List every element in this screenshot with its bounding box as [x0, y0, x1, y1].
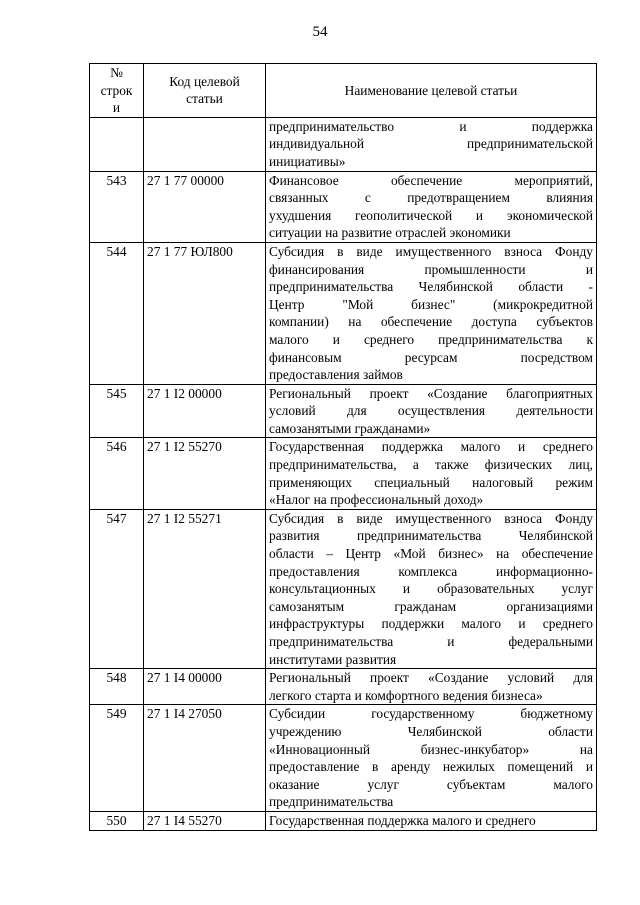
target-name-line: «Налог на профессиональный доход»: [269, 492, 484, 508]
row-number-cell: 549: [90, 705, 144, 812]
target-name-line: учреждению Челябинской области: [269, 723, 593, 739]
target-name-line: предоставления займов: [269, 367, 403, 383]
target-name-line: оказание услуг субъектам малого: [269, 776, 593, 792]
row-number-cell: 547: [90, 509, 144, 668]
table-row: [90, 384, 597, 438]
target-name-line: предоставление в аренду нежилых помещений и: [269, 759, 593, 775]
target-name-line: Субсидии государственному бюджетному: [269, 706, 593, 722]
target-name-line: предпринимательство и поддержка: [269, 118, 593, 134]
header-target-name: Наименование целевой статьи: [266, 64, 597, 118]
target-name-line: институтами развития: [269, 651, 397, 667]
table-row: [90, 242, 597, 384]
target-name-cell: [266, 705, 597, 812]
row-number-cell: 546: [90, 438, 144, 509]
header-target-code: [144, 64, 266, 118]
target-articles-table: [89, 63, 597, 831]
target-name-line: связанных с предотвращением влияния: [269, 190, 593, 206]
target-name-cell: [266, 384, 597, 438]
table-body: [90, 117, 597, 830]
target-code-cell: 27 1 I4 27050: [144, 705, 266, 812]
target-name-line: ухудшения геополитической и экономической: [269, 207, 593, 223]
target-name-line: малого и среднего предпринимательства к: [269, 331, 593, 347]
page-number: 54: [312, 24, 328, 40]
target-code-cell: 27 1 77 00000: [144, 171, 266, 242]
target-name-line: самозанятым гражданам организациями: [269, 598, 593, 614]
target-name-line: области – Центр «Мой бизнес» на обеспечение: [269, 546, 593, 562]
target-name-line: Государственная поддержка малого и среднего: [269, 439, 593, 455]
target-name-line: самозанятыми гражданами»: [269, 420, 431, 436]
target-name-line: предпринимательства, а также физических лиц,: [269, 457, 593, 473]
target-name-line: финансирования промышленности и: [269, 261, 593, 277]
target-name-line: Субсидия в виде имущественного взноса Фонду: [269, 243, 593, 259]
target-name-line: инициативы»: [269, 153, 346, 169]
target-name-line: финансовым ресурсам посредством: [269, 349, 593, 365]
target-name-cell: [266, 242, 597, 384]
row-number-cell: 550: [90, 811, 144, 830]
target-name-cell: [266, 171, 597, 242]
target-code-cell: 27 1 I2 55271: [144, 509, 266, 668]
header-row-number: [90, 64, 144, 118]
target-name-line: развития предпринимательства Челябинской: [269, 528, 593, 544]
target-name-line: предпринимательства: [269, 794, 394, 810]
row-number-cell: 543: [90, 171, 144, 242]
target-name-line: легкого старта и комфортного ведения бизнеса»: [269, 687, 543, 703]
table-row: [90, 171, 597, 242]
row-number-cell: 544: [90, 242, 144, 384]
header-row-number-line: строк: [100, 82, 133, 98]
target-name-line: Государственная поддержка малого и среднего: [269, 812, 536, 828]
row-number-cell: 545: [90, 384, 144, 438]
target-code-cell: 27 1 I2 55270: [144, 438, 266, 509]
header-row-number-line: и: [112, 100, 121, 116]
target-code-cell: 27 1 I2 00000: [144, 384, 266, 438]
target-name-cell: [266, 117, 597, 171]
target-name-line: Региональный проект «Создание условий для: [269, 670, 593, 686]
table-header-row: [90, 64, 597, 118]
target-name-line: Региональный проект «Создание благоприятных: [269, 385, 593, 401]
table-row: [90, 117, 597, 171]
target-name-line: инфраструктуры поддержки малого и среднего: [269, 616, 593, 632]
target-name-line: предпринимательства Челябинской области -: [269, 279, 593, 295]
header-target-code-line: статьи: [186, 91, 223, 107]
target-name-cell: [266, 669, 597, 705]
target-code-cell: 27 1 I4 55270: [144, 811, 266, 830]
target-name-line: Финансовое обеспечение мероприятий,: [269, 172, 593, 188]
table-row: [90, 438, 597, 509]
target-name-cell: [266, 438, 597, 509]
target-name-line: Центр "Мой бизнес" (микрокредитной: [269, 296, 593, 312]
row-number-cell: 548: [90, 669, 144, 705]
target-name-line: компании) на обеспечение доступа субъектов: [269, 314, 593, 330]
target-code-cell: 27 1 I4 00000: [144, 669, 266, 705]
table-row: [90, 811, 597, 830]
target-name-line: предоставления комплекса информационно-: [269, 563, 593, 579]
table-row: [90, 509, 597, 668]
target-name-line: ситуации на развитие отраслей экономики: [269, 225, 511, 241]
target-name-line: условий для осуществления деятельности: [269, 403, 593, 419]
target-name-line: индивидуальной предпринимательской: [269, 136, 593, 152]
target-code-cell: [144, 117, 266, 171]
target-name-line: предпринимательства и федеральными: [269, 634, 593, 649]
header-target-code-line: Код целевой: [169, 73, 240, 89]
target-name-cell: [266, 509, 597, 668]
target-name-line: «Инновационный бизнес-инкубатор» на: [269, 741, 593, 757]
target-name-line: применяющих специальный налоговый режим: [269, 474, 593, 490]
table-row: [90, 669, 597, 705]
table-row: [90, 705, 597, 812]
target-name-cell: [266, 811, 597, 830]
target-name-line: Субсидия в виде имущественного взноса Фонду: [269, 510, 593, 526]
target-name-line: консультационных и образовательных услуг: [269, 581, 593, 597]
target-code-cell: 27 1 77 ЮЛ800: [144, 242, 266, 384]
row-number-cell: [90, 117, 144, 171]
header-row-number-line: №: [110, 65, 123, 80]
